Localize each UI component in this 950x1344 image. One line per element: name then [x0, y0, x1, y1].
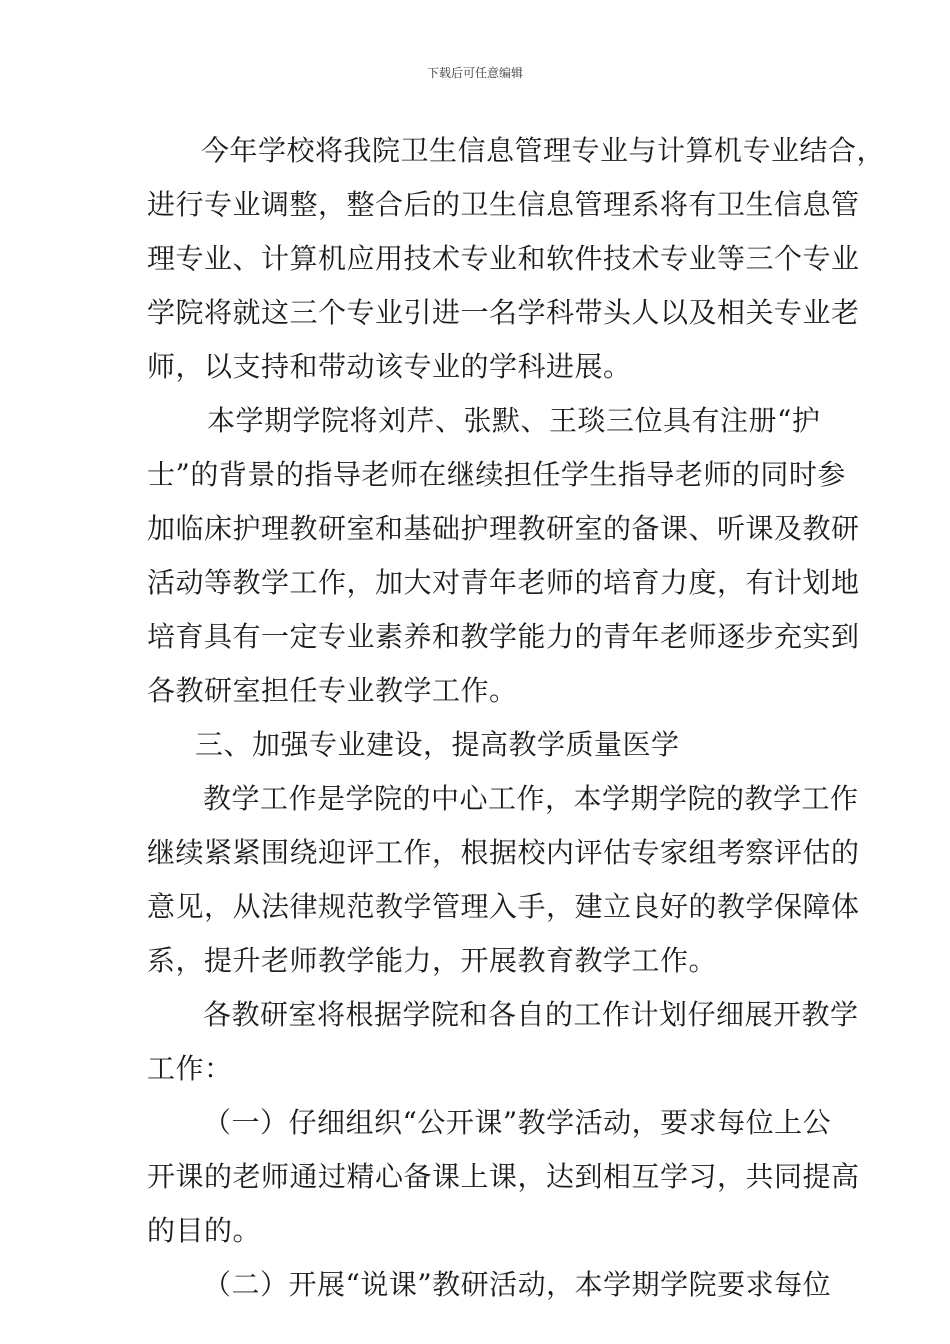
paragraph-line: 继续紧紧围绕迎评工作，根据校内评估专家组考察评估的: [147, 836, 860, 869]
list-item-line: （二）开展“说课”教研活动，本学期学院要求每位: [203, 1268, 832, 1301]
paragraph-line: 今年学校将我院卫生信息管理专业与计算机专业结合，: [201, 134, 886, 167]
page-header-note: 下载后可任意编辑: [426, 66, 523, 80]
paragraph-line: 活动等教学工作，加大对青年老师的培育力度，有计划地: [147, 566, 860, 599]
list-item-line: 开课的老师通过精心备课上课，达到相互学习，共同提高: [147, 1160, 860, 1193]
paragraph-line: 教学工作是学院的中心工作，本学期学院的教学工作: [203, 782, 859, 815]
document-body: [147, 124, 886, 1312]
paragraph-line: 培育具有一定专业素养和教学能力的青年老师逐步充实到: [147, 620, 860, 653]
paragraph-line: 各教研室将根据学院和各自的工作计划仔细展开教学: [203, 998, 859, 1031]
paragraph-line: 士”的背景的指导老师在继续担任学生指导老师的同时参: [147, 458, 846, 491]
paragraph-line: 各教研室担任专业教学工作。: [147, 674, 518, 707]
paragraph-line: 学院将就这三个专业引进一名学科带头人以及相关专业老: [147, 296, 860, 329]
list-item-line: 的目的。: [147, 1214, 262, 1247]
paragraph-line: 加临床护理教研室和基础护理教研室的备课、听课及教研: [147, 512, 860, 545]
paragraph-line: 系，提升老师教学能力，开展教育教学工作。: [147, 944, 718, 977]
paragraph-line: 意见，从法律规范教学管理入手，建立良好的教学保障体: [147, 890, 860, 923]
paragraph-line: 进行专业调整，整合后的卫生信息管理系将有卫生信息管: [147, 188, 860, 221]
paragraph-line: 工作：: [147, 1052, 233, 1085]
paragraph-line: 理专业、计算机应用技术专业和软件技术专业等三个专业: [147, 242, 860, 275]
section-heading: 三、加强专业建设，提高教学质量医学: [195, 728, 680, 761]
list-item-line: （一）仔细组织“公开课”教学活动，要求每位上公: [203, 1106, 832, 1139]
paragraph-line: 本学期学院将刘芹、张默、王琰三位具有注册“护: [207, 404, 821, 437]
paragraph-line: 师，以支持和带动该专业的学科进展。: [147, 350, 632, 383]
